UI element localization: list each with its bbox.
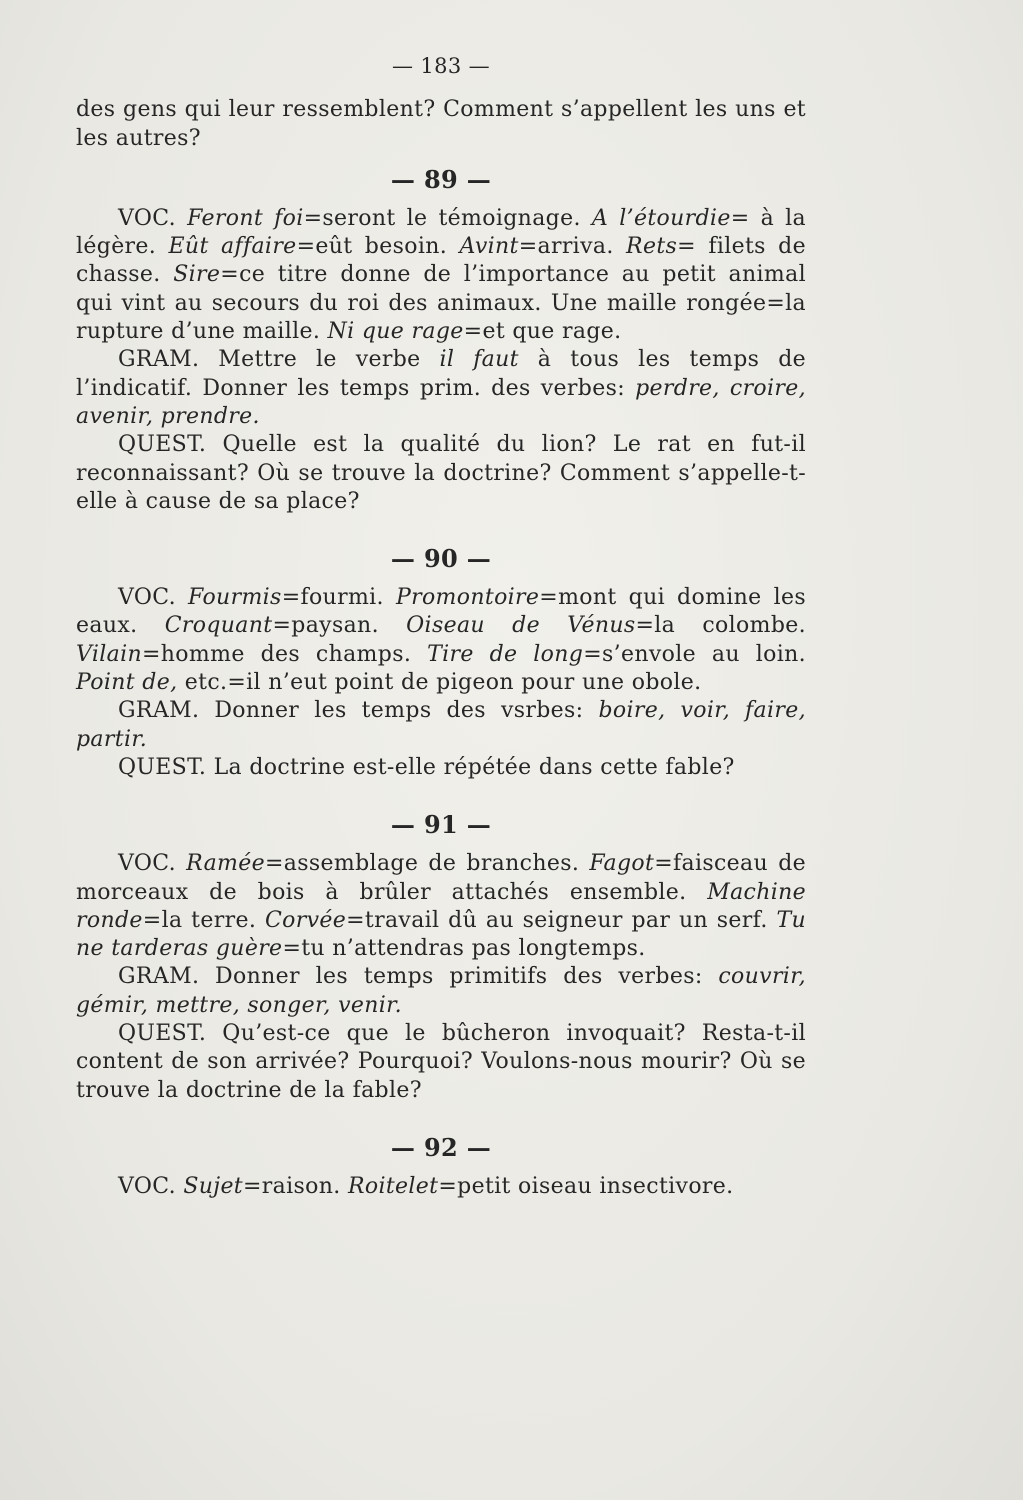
italic-term: Oiseau de Vénus	[406, 613, 636, 639]
italic-term: Feront foi	[187, 205, 304, 231]
text-run: = filets de chasse.	[76, 234, 806, 288]
gram-paragraph-89	[76, 346, 806, 431]
text-run: VOC.	[118, 585, 189, 611]
text-run: =seront le témoignage.	[303, 205, 592, 231]
text-run: =faisceau de morceaux de bois à brûler attachés ensemble.	[76, 851, 806, 905]
text-run: =homme des champs.	[142, 641, 428, 667]
text-run: =petit oiseau insectivore.	[438, 1173, 734, 1199]
text-run: =travail dû au seigneur par un serf.	[346, 907, 777, 933]
text-run: =arriva.	[518, 234, 627, 260]
italic-term: Fagot	[589, 851, 655, 877]
italic-term: Sujet	[183, 1173, 243, 1199]
italic-term: Ramée	[186, 851, 266, 877]
text-run: VOC.	[118, 1173, 184, 1199]
text-run: =s’envole au loin.	[583, 641, 807, 667]
voc-paragraph-90	[76, 584, 806, 697]
italic-term: Promontoire	[395, 585, 540, 611]
text-run: QUEST. Qu’est-ce que le bûcheron invoquait? Resta-t-il content de son arrivée? Pourquoi? Voulons-nous mourir? Où se trouve la doctrine de la fable?	[76, 1021, 806, 1103]
quest-paragraph-91	[76, 1020, 806, 1105]
italic-term: Vilain	[76, 641, 142, 667]
text-run: =la colombe.	[635, 613, 806, 639]
text-run: =mont qui domine les eaux.	[76, 585, 807, 639]
text-run: etc.=il n’eut point de pigeon pour une obole.	[177, 670, 702, 696]
gram-paragraph-90	[76, 697, 806, 754]
italic-term: Machine ronde	[76, 879, 806, 933]
intro-paragraph: des gens qui leur ressemblent? Comment s’appellent les uns et les autres?	[76, 97, 806, 151]
text-run: =raison.	[243, 1173, 348, 1199]
italic-term: Eût affaire	[168, 234, 297, 260]
section-number-92: — 92 —	[390, 1132, 492, 1162]
italic-term: Point de,	[76, 670, 178, 696]
voc-paragraph-91	[76, 850, 806, 963]
text-run: =et que rage.	[463, 319, 622, 345]
italic-term: Avint	[459, 234, 519, 260]
text-run: =paysan.	[272, 613, 407, 639]
text-run: =eût besoin.	[296, 234, 460, 260]
italic-term: boire, voir, faire, partir.	[76, 698, 806, 752]
text-run: GRAM. Donner les temps primitifs des verbes:	[118, 964, 719, 990]
gram-paragraph-91	[76, 963, 806, 1020]
text-run: GRAM. Donner les temps des vsrbes:	[118, 698, 599, 724]
text-run: =fourmi.	[281, 585, 396, 611]
voc-paragraph-92	[76, 1173, 806, 1201]
text-run: VOC.	[118, 851, 187, 877]
section-number-91: — 91 —	[390, 810, 492, 840]
italic-term: A l’étourdie	[591, 205, 731, 231]
section-number-90: — 90 —	[390, 544, 492, 574]
text-run: =ce titre donne de l’importance au petit animal qui vint au secours du roi des animaux. Une maille rongée=la rupture d’une maille.	[76, 262, 806, 345]
italic-term: Roitelet	[347, 1173, 439, 1199]
page-content	[76, 52, 806, 1201]
page-number: — 183 —	[392, 54, 490, 78]
text-run: =tu n’attendras pas longtemps.	[282, 936, 646, 962]
text-run: QUEST. Quelle est la qualité du lion? Le rat en fut-il reconnaissant? Où se trouve la doctrine? Comment s’appelle-t-elle à cause de sa place?	[76, 432, 806, 514]
section-number-89: — 89 —	[390, 164, 492, 194]
text-run: GRAM. Mettre le verbe	[118, 347, 440, 373]
italic-term: Ni que rage	[327, 319, 464, 345]
text-run: à tous les temps de l’indicatif. Donner les temps prim. des verbes:	[76, 347, 807, 401]
text-run: QUEST. La doctrine est-elle répétée dans cette fable?	[118, 754, 735, 780]
text-run: =assemblage de branches.	[265, 851, 590, 877]
italic-term: Croquant	[164, 613, 273, 639]
italic-term: il faut	[439, 347, 519, 373]
voc-paragraph-89	[76, 205, 806, 346]
quest-paragraph-89	[76, 431, 806, 516]
italic-term: Tire de long	[427, 641, 584, 667]
text-run: VOC.	[118, 205, 188, 231]
italic-term: Fourmis	[188, 585, 282, 611]
italic-term: couvrir, gémir, mettre, songer, venir.	[76, 964, 806, 1018]
italic-term: Corvée	[264, 907, 347, 933]
italic-term: Tu ne tarderas guère	[76, 907, 806, 962]
quest-paragraph-90	[76, 754, 806, 782]
text-run: =la terre.	[142, 907, 265, 933]
text-run: = à la légère.	[76, 205, 806, 260]
italic-term: Rets	[626, 234, 678, 260]
italic-term: Sire	[173, 262, 221, 288]
italic-term: perdre, croire, avenir, prendre.	[76, 375, 806, 429]
